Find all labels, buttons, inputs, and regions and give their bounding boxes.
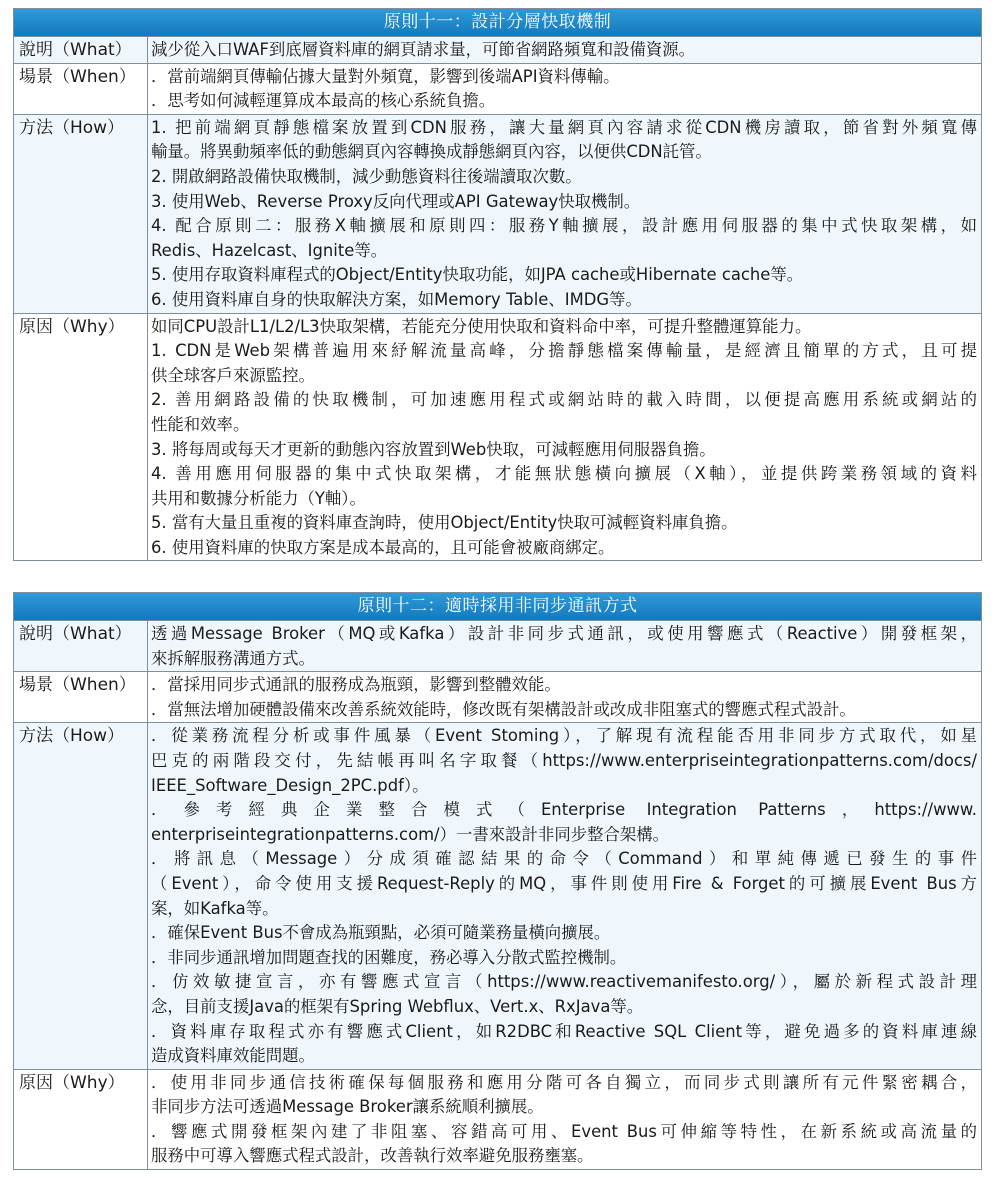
text-line: 造成資料庫效能問題。 (151, 1046, 315, 1066)
row-content (148, 115, 981, 313)
text-line: 巴克的兩階段交付，先結帳再叫名字取餐（https://www.enterpriseintegrationpatterns.com/docs/ (151, 750, 977, 770)
row-label: 原因（Why） (14, 1070, 148, 1169)
text-line: Redis、Hazelcast、Ignite等。 (151, 240, 388, 260)
text-line: 5. 使用存取資料庫程式的Object/Entity快取功能，如JPA cache或Hibernate cache等。 (151, 265, 804, 285)
what-row (14, 620, 981, 671)
text-line: 3. 將每周或每天才更新的動態內容放置到Web快取，可減輕應用伺服器負擔。 (151, 439, 716, 459)
text-line: 服務中可導入響應式程式設計，改善執行效率避免服務壅塞。 (151, 1146, 594, 1166)
text-line: enterpriseintegrationpatterns.com/）一書來設計非同步整合架構。 (151, 824, 670, 844)
text-line: ．參考經典企業整合模式（Enterprise Integration Patterns，https://www. (151, 800, 977, 820)
principle-11-table (13, 8, 982, 561)
when-row (14, 63, 981, 114)
row-label: 原因（Why） (14, 314, 148, 561)
text-line: 2. 善用網路設備的快取機制，可加速應用程式或網站時的載入時間，以便提高應用系統或網站的 (151, 390, 977, 410)
text-line: ．從業務流程分析或事件風暴（Event Stoming），了解現有流程能否用非同步方式取代，如星 (151, 726, 977, 746)
text-line: ．當採用同步式通訊的服務成為瓶頸，影響到整體效能。 (151, 675, 561, 695)
text-line: IEEE_Software_Design_2PC.pdf）。 (151, 775, 429, 795)
text-line: ．思考如何減輕運算成本最高的核心系統負擔。 (151, 91, 496, 111)
text-line: 4. 善用應用伺服器的集中式快取架構，才能無狀態橫向擴展（X軸），並提供跨業務領域的資料 (151, 464, 977, 484)
text-line: （Event），命令使用支援Request-Reply的MQ，事件則使用Fire & Forget的可擴展Event Bus方 (151, 873, 977, 893)
table-title: 原則十一：設計分層快取機制 (14, 9, 981, 36)
row-label: 方法（How） (14, 723, 148, 1068)
row-content (148, 37, 981, 63)
text-line: 1. 把前端網頁靜態檔案放置到CDN服務，讓大量網頁內容請求從CDN機房讀取，節省對外頻寬傳 (151, 117, 977, 137)
row-label: 場景（When） (14, 64, 148, 114)
why-row (14, 313, 981, 561)
text-line: ．仿效敏捷宣言，亦有響應式宣言（https://www.reactivemanifesto.org/），屬於新程式設計理 (151, 972, 977, 992)
text-line: 4. 配合原則二：服務X軸擴展和原則四：服務Y軸擴展，設計應用伺服器的集中式快取架構，如 (151, 216, 977, 236)
text-line: ．當無法增加硬體設備來改善系統效能時，修改既有架構設計或改成非阻塞式的響應式程式設計。 (151, 699, 856, 719)
row-content (148, 314, 981, 561)
row-label: 說明（What） (14, 37, 148, 63)
text-line: 案，如Kafka等。 (151, 898, 279, 918)
text-line: 減少從入口WAF到底層資料庫的網頁請求量，可節省網路頻寬和設備資源。 (151, 40, 696, 59)
text-line: ．將訊息（Message）分成須確認結果的命令（Command）和單純傳遞已發生的事件 (151, 849, 977, 869)
text-line: ．資料庫存取程式亦有響應式Client，如R2DBC和Reactive SQL Client等，避免過多的資料庫連線 (151, 1021, 977, 1041)
why-row (14, 1069, 981, 1169)
text-line: 2. 開啟網路設備快取機制，減少動態資料往後端讀取次數。 (151, 166, 582, 186)
text-line: 輸量。將異動頻率低的動態網頁內容轉換成靜態網頁內容，以便供CDN託管。 (151, 142, 712, 162)
what-row (14, 36, 981, 63)
text-line: ．非同步通訊增加問題查找的困難度，務必導入分散式監控機制。 (151, 947, 627, 967)
row-label: 說明（What） (14, 621, 148, 671)
text-line: 6. 使用資料庫的快取方案是成本最高的，且可能會被廠商綁定。 (151, 537, 615, 557)
text-line: 6. 使用資料庫自身的快取解決方案，如Memory Table、IMDG等。 (151, 289, 642, 309)
row-label: 方法（How） (14, 115, 148, 313)
principle-12-table (13, 592, 982, 1170)
row-content (148, 1070, 981, 1169)
row-content (148, 672, 981, 722)
text-line: 3. 使用Web、Reverse Proxy反向代理或API Gateway快取機制。 (151, 191, 641, 211)
text-line: ．當前端網頁傳輸佔據大量對外頻寬，影響到後端API資料傳輸。 (151, 66, 620, 86)
table-title: 原則十二：適時採用非同步通訊方式 (14, 593, 981, 620)
text-line: 來拆解服務溝通方式。 (151, 648, 315, 668)
when-row (14, 671, 981, 722)
text-line: 念，目前支援Java的框架有Spring Webflux、Vert.x、RxJava等。 (151, 996, 644, 1016)
text-line: 1. CDN是Web架構普遍用來紓解流量高峰，分擔靜態檔案傳輸量，是經濟且簡單的方式，且可提 (151, 341, 977, 361)
text-line: ．確保Event Bus不會成為瓶頸點，必須可隨業務量橫向擴展。 (151, 923, 611, 943)
row-label: 場景（When） (14, 672, 148, 722)
text-line: 供全球客戶來源監控。 (151, 365, 315, 385)
row-content (148, 621, 981, 671)
text-line: 透過Message Broker（MQ或Kafka）設計非同步式通訊，或使用響應式（Reactive）開發框架， (151, 624, 977, 643)
how-row (14, 722, 981, 1068)
row-content (148, 64, 981, 114)
text-line: 如同CPU設計L1/L2/L3快取架構，若能充分使用快取和資料命中率，可提升整體運算能力。 (151, 316, 812, 336)
text-line: ．響應式開發框架內建了非阻塞、容錯高可用、Event Bus可伸縮等特性，在新系統或高流量的 (151, 1121, 977, 1141)
text-line: 5. 當有大量且重複的資料庫查詢時，使用Object/Entity快取可減輕資料庫負擔。 (151, 513, 738, 533)
row-content (148, 723, 981, 1068)
text-line: 非同步方法可透過Message Broker讓系統順利擴展。 (151, 1097, 544, 1117)
text-line: 性能和效率。 (151, 414, 250, 434)
text-line: ．使用非同步通信技術確保每個服務和應用分階可各自獨立，而同步式則讓所有元件緊密耦合， (151, 1072, 977, 1092)
how-row (14, 114, 981, 313)
text-line: 共用和數據分析能力（Y軸）。 (151, 488, 366, 508)
